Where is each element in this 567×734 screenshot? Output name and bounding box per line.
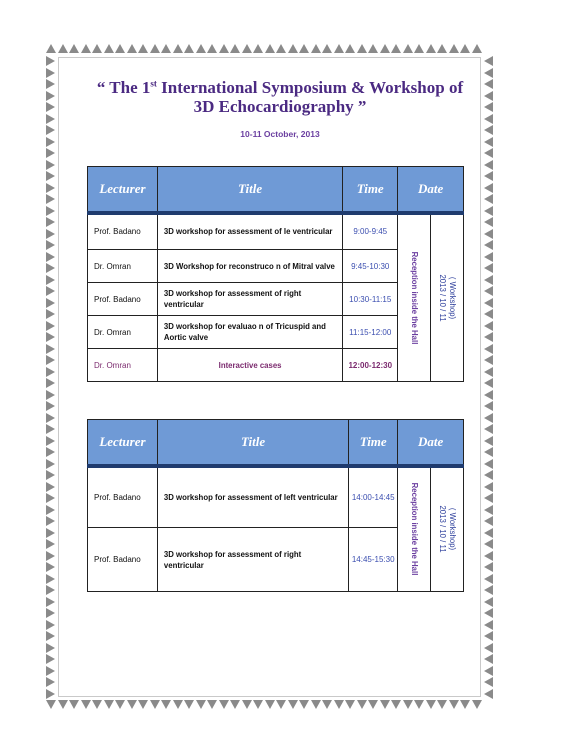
border-triangle: [46, 505, 55, 515]
border-triangle: [46, 252, 55, 262]
lecturer-cell: Dr. Omran: [88, 349, 158, 382]
border-triangle: [46, 114, 55, 124]
border-triangle: [484, 551, 493, 561]
border-triangle: [46, 275, 55, 285]
border-triangle: [161, 700, 171, 709]
border-triangle: [437, 700, 447, 709]
border-triangle: [484, 194, 493, 204]
title-cell: 3D workshop for assessment of right ventricular: [157, 283, 342, 316]
border-triangle: [46, 493, 55, 503]
lecturer-cell: Prof. Badano: [88, 213, 158, 250]
border-triangle: [322, 700, 332, 709]
border-triangle: [46, 332, 55, 342]
border-triangle: [46, 321, 55, 331]
border-triangle: [46, 654, 55, 664]
border-triangle: [288, 44, 298, 53]
top-border: [46, 44, 483, 53]
title-superscript: st: [150, 78, 157, 89]
border-triangle: [92, 700, 102, 709]
header-lecturer: Lecturer: [88, 420, 158, 466]
border-triangle: [449, 44, 459, 53]
border-triangle: [46, 459, 55, 469]
border-triangle: [46, 206, 55, 216]
border-triangle: [380, 700, 390, 709]
border-triangle: [484, 332, 493, 342]
border-triangle: [437, 44, 447, 53]
border-triangle: [484, 378, 493, 388]
border-triangle: [334, 44, 344, 53]
border-triangle: [368, 44, 378, 53]
border-triangle: [484, 275, 493, 285]
border-triangle: [46, 482, 55, 492]
border-triangle: [253, 700, 263, 709]
border-triangle: [115, 44, 125, 53]
border-triangle: [484, 56, 493, 66]
date-text: [437, 274, 457, 321]
border-triangle: [46, 516, 55, 526]
border-triangle: [368, 700, 378, 709]
title-line1-suffix: International Symposium & Workshop of: [156, 78, 464, 97]
border-triangle: [46, 562, 55, 572]
border-triangle: [46, 597, 55, 607]
border-triangle: [46, 286, 55, 296]
header-time: Time: [343, 167, 398, 213]
border-triangle: [46, 390, 55, 400]
border-triangle: [484, 298, 493, 308]
border-triangle: [46, 677, 55, 687]
border-triangle: [173, 700, 183, 709]
border-triangle: [173, 44, 183, 53]
border-triangle: [46, 424, 55, 434]
border-triangle: [414, 700, 424, 709]
date-cell: [431, 213, 464, 382]
title-line1-prefix: “ The 1: [96, 78, 151, 97]
left-border: [46, 56, 55, 700]
border-triangle: [484, 666, 493, 676]
border-triangle: [46, 608, 55, 618]
border-triangle: [403, 700, 413, 709]
border-triangle: [484, 263, 493, 273]
lecturer-cell: Prof. Badano: [88, 528, 158, 592]
border-triangle: [184, 700, 194, 709]
header-time: Time: [349, 420, 398, 466]
border-triangle: [288, 700, 298, 709]
date-value: 2013 / 10 / 11: [438, 505, 448, 553]
border-triangle: [115, 700, 125, 709]
border-triangle: [46, 539, 55, 549]
border-triangle: [46, 171, 55, 181]
lecturer-cell: Dr. Omran: [88, 316, 158, 349]
border-triangle: [460, 700, 470, 709]
border-triangle: [46, 44, 56, 53]
border-triangle: [472, 44, 482, 53]
border-triangle: [484, 171, 493, 181]
border-triangle: [334, 700, 344, 709]
date-cell: [431, 466, 464, 592]
border-triangle: [46, 666, 55, 676]
date-label: ( Workshop): [448, 508, 458, 551]
border-triangle: [484, 608, 493, 618]
border-triangle: [46, 436, 55, 446]
border-triangle: [46, 643, 55, 653]
border-triangle: [46, 68, 55, 78]
border-triangle: [196, 44, 206, 53]
border-triangle: [460, 44, 470, 53]
border-triangle: [46, 344, 55, 354]
border-triangle: [426, 44, 436, 53]
border-triangle: [46, 413, 55, 423]
border-triangle: [46, 689, 55, 699]
border-triangle: [484, 585, 493, 595]
border-triangle: [484, 344, 493, 354]
event-dates: 10-11 October, 2013: [240, 129, 320, 139]
border-triangle: [46, 355, 55, 365]
border-triangle: [484, 252, 493, 262]
border-triangle: [484, 148, 493, 158]
border-triangle: [484, 620, 493, 630]
border-triangle: [484, 309, 493, 319]
border-triangle: [219, 44, 229, 53]
table-row: [88, 213, 464, 250]
border-triangle: [357, 700, 367, 709]
border-triangle: [104, 700, 114, 709]
border-triangle: [345, 44, 355, 53]
venue-text: Reception inside the Hall: [410, 251, 420, 345]
time-cell: 11:15-12:00: [343, 316, 398, 349]
border-triangle: [230, 44, 240, 53]
border-triangle: [484, 436, 493, 446]
border-triangle: [380, 44, 390, 53]
border-triangle: [276, 700, 286, 709]
border-triangle: [242, 700, 252, 709]
title-cell: 3D workshop for assessment of left ventricular: [157, 466, 348, 528]
header-lecturer: Lecturer: [88, 167, 158, 213]
header-title: Title: [157, 167, 342, 213]
border-triangle: [69, 44, 79, 53]
border-triangle: [484, 482, 493, 492]
border-triangle: [58, 44, 68, 53]
title-line2: 3D Echocardiography ”: [193, 97, 367, 116]
border-triangle: [484, 286, 493, 296]
border-triangle: [484, 677, 493, 687]
border-triangle: [46, 160, 55, 170]
border-triangle: [207, 700, 217, 709]
border-triangle: [150, 44, 160, 53]
time-cell: 14:45-15:30: [349, 528, 398, 592]
border-triangle: [104, 44, 114, 53]
border-triangle: [484, 390, 493, 400]
border-triangle: [484, 459, 493, 469]
border-triangle: [311, 700, 321, 709]
border-triangle: [46, 528, 55, 538]
border-triangle: [403, 44, 413, 53]
border-triangle: [127, 44, 137, 53]
border-triangle: [46, 447, 55, 457]
border-triangle: [265, 44, 275, 53]
venue-cell: [398, 466, 431, 592]
border-triangle: [46, 620, 55, 630]
border-triangle: [484, 597, 493, 607]
title-cell: 3D workshop for assessment of right ventricular: [157, 528, 348, 592]
border-triangle: [46, 551, 55, 561]
time-cell: 10:30-11:15: [343, 283, 398, 316]
border-triangle: [484, 68, 493, 78]
time-cell: 9:00-9:45: [343, 213, 398, 250]
border-triangle: [46, 91, 55, 101]
border-triangle: [196, 700, 206, 709]
border-triangle: [484, 470, 493, 480]
border-triangle: [46, 125, 55, 135]
border-triangle: [46, 137, 55, 147]
table-row: [88, 466, 464, 528]
title-cell: Interactive cases: [157, 349, 342, 382]
border-triangle: [46, 79, 55, 89]
border-triangle: [484, 206, 493, 216]
border-triangle: [357, 44, 367, 53]
border-triangle: [253, 44, 263, 53]
border-triangle: [472, 700, 482, 709]
time-cell: 12:00-12:30: [343, 349, 398, 382]
border-triangle: [484, 528, 493, 538]
border-triangle: [138, 44, 148, 53]
border-triangle: [484, 217, 493, 227]
bottom-border: [46, 700, 483, 709]
title-cell: 3D Workshop for reconstruco n of Mitral valve: [157, 250, 342, 283]
border-triangle: [46, 229, 55, 239]
border-triangle: [46, 378, 55, 388]
border-triangle: [484, 424, 493, 434]
border-triangle: [230, 700, 240, 709]
border-triangle: [484, 447, 493, 457]
border-triangle: [484, 229, 493, 239]
header-title: Title: [157, 420, 348, 466]
border-triangle: [58, 700, 68, 709]
border-triangle: [345, 700, 355, 709]
lecturer-cell: Prof. Badano: [88, 283, 158, 316]
table1-header-row: [88, 167, 464, 213]
border-triangle: [484, 643, 493, 653]
border-triangle: [484, 574, 493, 584]
border-triangle: [391, 700, 401, 709]
border-triangle: [46, 148, 55, 158]
border-triangle: [391, 44, 401, 53]
date-value: 2013 / 10 / 11: [438, 274, 448, 322]
border-triangle: [484, 689, 493, 699]
title-cell: 3D workshop for assessment of le ventricular: [157, 213, 342, 250]
time-cell: 14:00-14:45: [349, 466, 398, 528]
title-cell: 3D workshop for evaluao n of Tricuspid and Aortic valve: [157, 316, 342, 349]
lecturer-cell: Dr. Omran: [88, 250, 158, 283]
border-triangle: [46, 631, 55, 641]
date-text: [437, 506, 457, 553]
border-triangle: [484, 654, 493, 664]
border-triangle: [276, 44, 286, 53]
border-triangle: [46, 574, 55, 584]
border-triangle: [449, 700, 459, 709]
border-triangle: [311, 44, 321, 53]
border-triangle: [484, 631, 493, 641]
border-triangle: [414, 44, 424, 53]
border-triangle: [46, 401, 55, 411]
border-triangle: [299, 700, 309, 709]
border-triangle: [46, 367, 55, 377]
lecturer-cell: Prof. Badano: [88, 466, 158, 528]
border-triangle: [81, 700, 91, 709]
venue-cell: [398, 213, 431, 382]
border-triangle: [138, 700, 148, 709]
border-triangle: [219, 700, 229, 709]
border-triangle: [484, 367, 493, 377]
border-triangle: [484, 493, 493, 503]
border-triangle: [46, 470, 55, 480]
border-triangle: [127, 700, 137, 709]
border-triangle: [150, 700, 160, 709]
border-triangle: [484, 401, 493, 411]
border-triangle: [484, 505, 493, 515]
border-triangle: [484, 160, 493, 170]
border-triangle: [46, 298, 55, 308]
header-date: Date: [398, 167, 464, 213]
border-triangle: [484, 539, 493, 549]
border-triangle: [242, 44, 252, 53]
border-triangle: [184, 44, 194, 53]
border-triangle: [265, 700, 275, 709]
border-triangle: [46, 700, 56, 709]
border-triangle: [46, 240, 55, 250]
border-triangle: [46, 183, 55, 193]
border-triangle: [92, 44, 102, 53]
border-triangle: [46, 263, 55, 273]
border-triangle: [46, 56, 55, 66]
border-triangle: [484, 240, 493, 250]
border-triangle: [484, 355, 493, 365]
border-triangle: [46, 194, 55, 204]
border-triangle: [69, 700, 79, 709]
right-border: [484, 56, 493, 700]
header-date: Date: [398, 420, 464, 466]
border-triangle: [46, 217, 55, 227]
schedule-table-2: [87, 419, 464, 592]
document-title: [70, 78, 490, 116]
border-triangle: [299, 44, 309, 53]
border-triangle: [322, 44, 332, 53]
border-triangle: [46, 585, 55, 595]
border-triangle: [484, 413, 493, 423]
schedule-table-1: [87, 166, 464, 382]
border-triangle: [46, 102, 55, 112]
time-cell: 9:45-10:30: [343, 250, 398, 283]
border-triangle: [484, 183, 493, 193]
border-triangle: [46, 309, 55, 319]
border-triangle: [426, 700, 436, 709]
table2-header-row: [88, 420, 464, 466]
border-triangle: [161, 44, 171, 53]
border-triangle: [484, 321, 493, 331]
border-triangle: [484, 516, 493, 526]
border-triangle: [207, 44, 217, 53]
venue-text: Reception inside the Hall: [410, 482, 420, 576]
border-triangle: [484, 562, 493, 572]
date-label: ( Workshop): [448, 276, 458, 319]
border-triangle: [81, 44, 91, 53]
